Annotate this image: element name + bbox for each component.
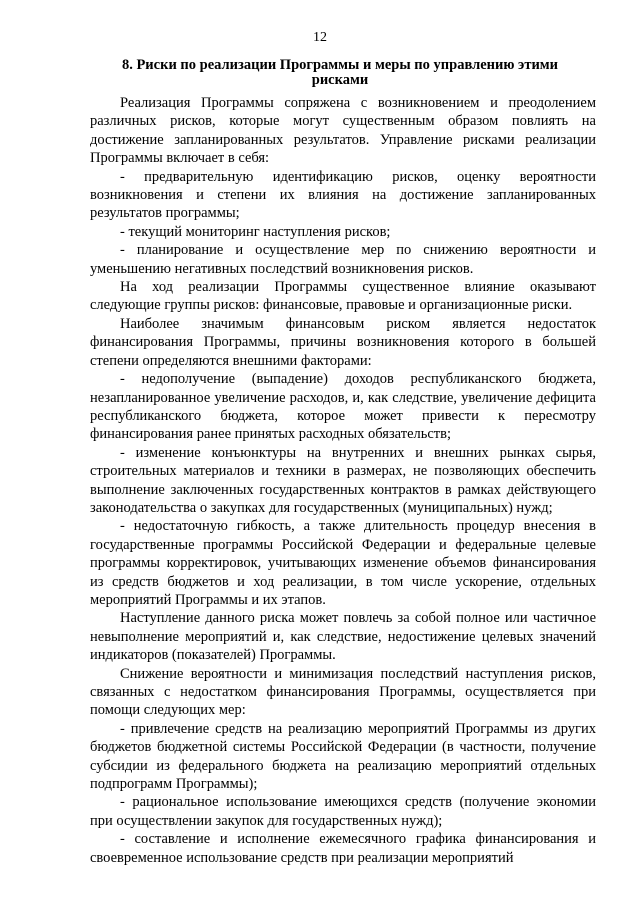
- paragraph: - предварительную идентификацию рисков, оценку вероятности возникновения и степени их влияния на достижение запланированных результатов программы;: [90, 168, 596, 222]
- section-title: 8. Риски по реализации Программы и меры по управлению этими рисками: [121, 57, 559, 88]
- paragraph: - планирование и осуществление мер по снижению вероятности и уменьшению негативных последствий возникновения рисков.: [90, 242, 596, 277]
- paragraph: Наступление данного риска может повлечь за собой полное или частичное невыполнение мероприятий и, как следствие, недостижение целевых значений индикаторов (показателей) Программы.: [90, 610, 596, 664]
- page-number: 12: [313, 30, 327, 45]
- body-text: [90, 94, 596, 867]
- paragraph: - привлечение средств на реализацию мероприятий Программы из других бюджетов бюджетной системы Российской Федерации (в частности, получение субсидии из федерального бюджета на реализацию мероприятий отдельных подпрограмм Программы);: [90, 720, 596, 793]
- paragraph: - текущий мониторинг наступления рисков;: [120, 223, 391, 240]
- paragraph: - изменение конъюнктуры на внутренних и внешних рынках сырья, строительных материалов и техники в размерах, не позволяющих обеспечить выполнение заключенных государственных контрактов в рамках действующего законодательства о закупках для государственных (муниципальных) нужд;: [90, 444, 596, 516]
- paragraph: - недополучение (выпадение) доходов республиканского бюджета, незапланированное увеличение расходов, и, как следствие, увеличение дефицита республиканского бюджета, которое может привести к пересмотру финансирования ранее принятых расходных обязательств;: [90, 371, 596, 443]
- paragraph: - недостаточную гибкость, а также длительность процедур внесения в государственные программы Российской Федерации и федеральные целевые программы корректировок, учитывающих изменение объемов финансирования из средств бюджетов и ход реализации, в том числе ускорение, отдельных мероприятий Программы и их этапов.: [90, 518, 596, 608]
- paragraph: Наиболее значимым финансовым риском является недостаток финансирования Программы, причины возникновения которого в большей степени определяются внешними факторами:: [90, 315, 596, 369]
- paragraph: Снижение вероятности и минимизация последствий наступления рисков, связанных с недостатком финансирования Программы, осуществляется при помощи следующих мер:: [90, 665, 596, 719]
- paragraph: - составление и исполнение ежемесячного графика финансирования и своевременное использование средств при реализации мероприятий: [90, 831, 596, 866]
- paragraph: На ход реализации Программы существенное влияние оказывают следующие группы рисков: финансовые, правовые и организационные риски.: [90, 279, 596, 314]
- paragraph: Реализация Программы сопряжена с возникновением и преодолением различных рисков, которые могут существенным образом повлиять на достижение запланированных результатов. Управление рисками реализации Программы включает в себя:: [90, 95, 596, 167]
- paragraph: - рациональное использование имеющихся средств (получение экономии при осуществлении закупок для государственных нужд);: [90, 794, 596, 829]
